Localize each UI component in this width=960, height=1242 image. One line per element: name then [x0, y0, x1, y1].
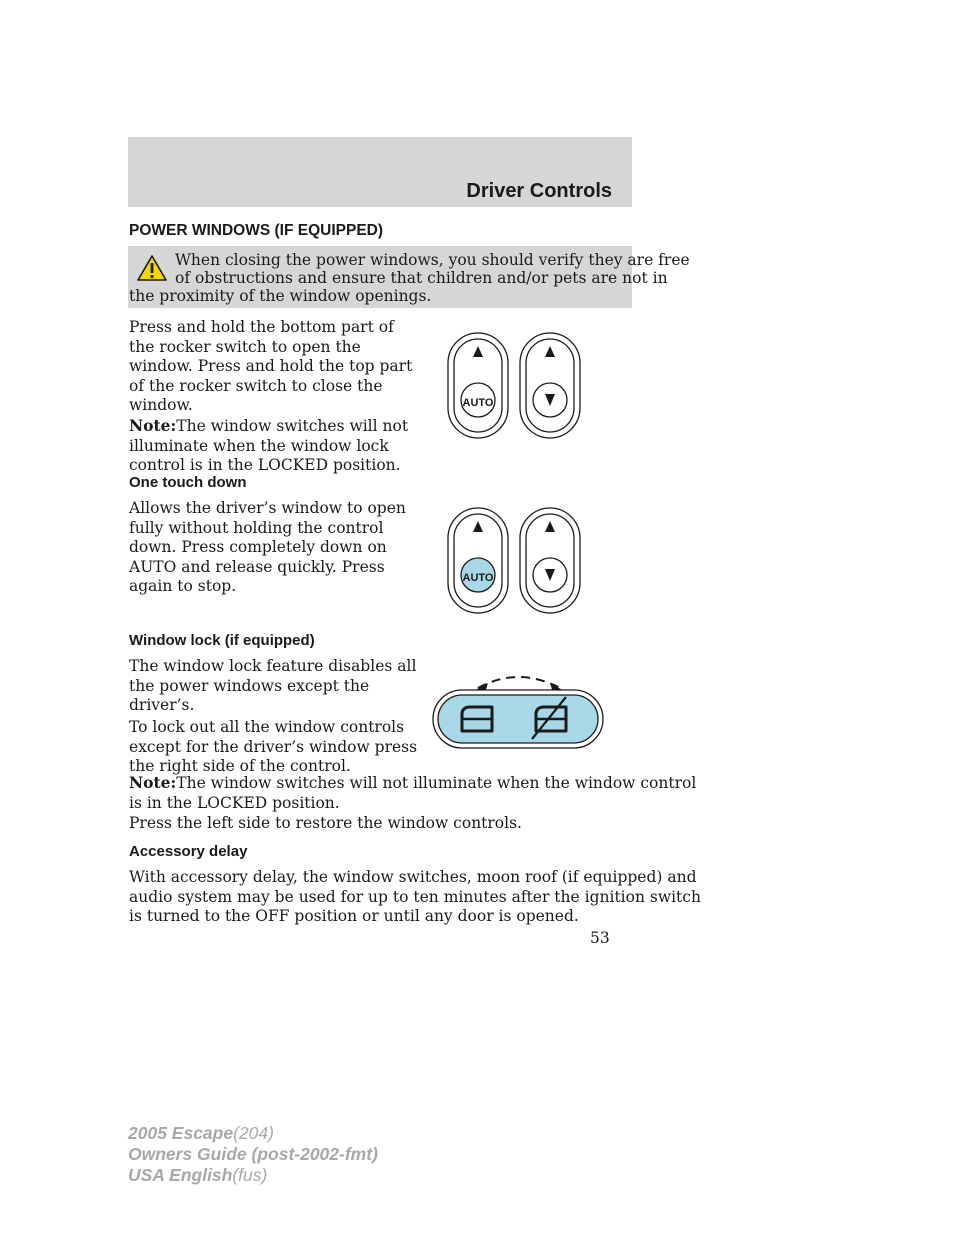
page-number: 53 [590, 929, 610, 947]
text-line: fully without holding the control [129, 518, 384, 537]
passenger-window-switch [520, 333, 580, 438]
passenger-window-switch [520, 508, 580, 613]
warning-text-line: of obstructions and ensure that children and/or pets are not in [175, 269, 668, 287]
section-title: Driver Controls [466, 180, 612, 202]
rocker-switch-figure [445, 330, 590, 442]
driver-window-switch [448, 508, 508, 613]
note-paragraph [129, 773, 696, 813]
text-line: audio system may be used for up to ten minutes after the ignition switch [129, 887, 701, 906]
auto-label: AUTO [462, 397, 494, 409]
text-line: is turned to the OFF position or until any door is opened. [129, 907, 579, 925]
text-line: Press and hold the bottom part of [129, 318, 394, 336]
text-line: the right side of the control. [129, 757, 351, 775]
text-line: driver’s. [129, 696, 195, 714]
auto-label: AUTO [462, 572, 494, 584]
text-line: AUTO and release quickly. Press [129, 557, 385, 576]
window-lock-figure [430, 668, 606, 752]
note-label: Note: [129, 416, 177, 435]
text-line: the power windows except the [129, 676, 370, 695]
window-lock-paragraph-2 [129, 718, 417, 777]
text-line: again to stop. [129, 577, 237, 595]
note-paragraph [129, 416, 408, 476]
text-line: down. Press completely down on [129, 538, 387, 556]
toggle-arc [478, 677, 560, 688]
warning-triangle-icon [137, 255, 167, 281]
note-label: Note: [129, 773, 177, 792]
section-header [128, 137, 632, 207]
text-line: The window switches will not [176, 417, 409, 435]
text-line: Allows the driver’s window to open [129, 499, 406, 517]
subheading-accessory-delay: Accessory delay [129, 843, 248, 860]
subheading-one-touch-down: One touch down [129, 474, 247, 491]
intro-paragraph [129, 318, 412, 416]
text-line: The window switches will not illuminate when the window control [176, 774, 697, 792]
footer-language-code: (fus) [232, 1165, 268, 1185]
footer-language: USA English [128, 1165, 233, 1185]
text-line: With accessory delay, the window switches, moon roof (if equipped) and [129, 868, 697, 886]
rocker-switch-auto-figure [445, 505, 590, 617]
footer-guide: Owners Guide (post-2002-fmt) [128, 1144, 378, 1164]
subheading-window-lock: Window lock (if equipped) [129, 632, 315, 649]
page-heading: POWER WINDOWS (IF EQUIPPED) [129, 222, 384, 239]
footer-model-code: (204) [233, 1123, 274, 1143]
text-line: is in the LOCKED position. [129, 793, 340, 812]
text-line: The window lock feature disables all [129, 657, 417, 675]
footer-model: 2005 Escape [128, 1123, 234, 1143]
text-line: illuminate when the window lock [129, 436, 389, 455]
text-line: the rocker switch to open the [129, 337, 361, 356]
one-touch-paragraph [129, 499, 406, 597]
text-line: To lock out all the window controls [129, 718, 405, 736]
accessory-paragraph [129, 868, 701, 927]
document-footer [128, 1123, 378, 1186]
warning-text-line: When closing the power windows, you should verify they are free [175, 251, 690, 269]
text-line: except for the driver’s window press [129, 737, 418, 756]
text-line: window. Press and hold the top part [129, 357, 413, 375]
driver-window-switch [448, 333, 508, 438]
restore-text: Press the left side to restore the window controls. [129, 814, 522, 832]
warning-text-line: the proximity of the window openings. [129, 287, 432, 305]
text-line: window. [129, 396, 193, 414]
window-lock-paragraph-1 [129, 657, 416, 716]
text-line: of the rocker switch to close the [129, 376, 383, 395]
text-line: control is in the LOCKED position. [129, 456, 401, 474]
